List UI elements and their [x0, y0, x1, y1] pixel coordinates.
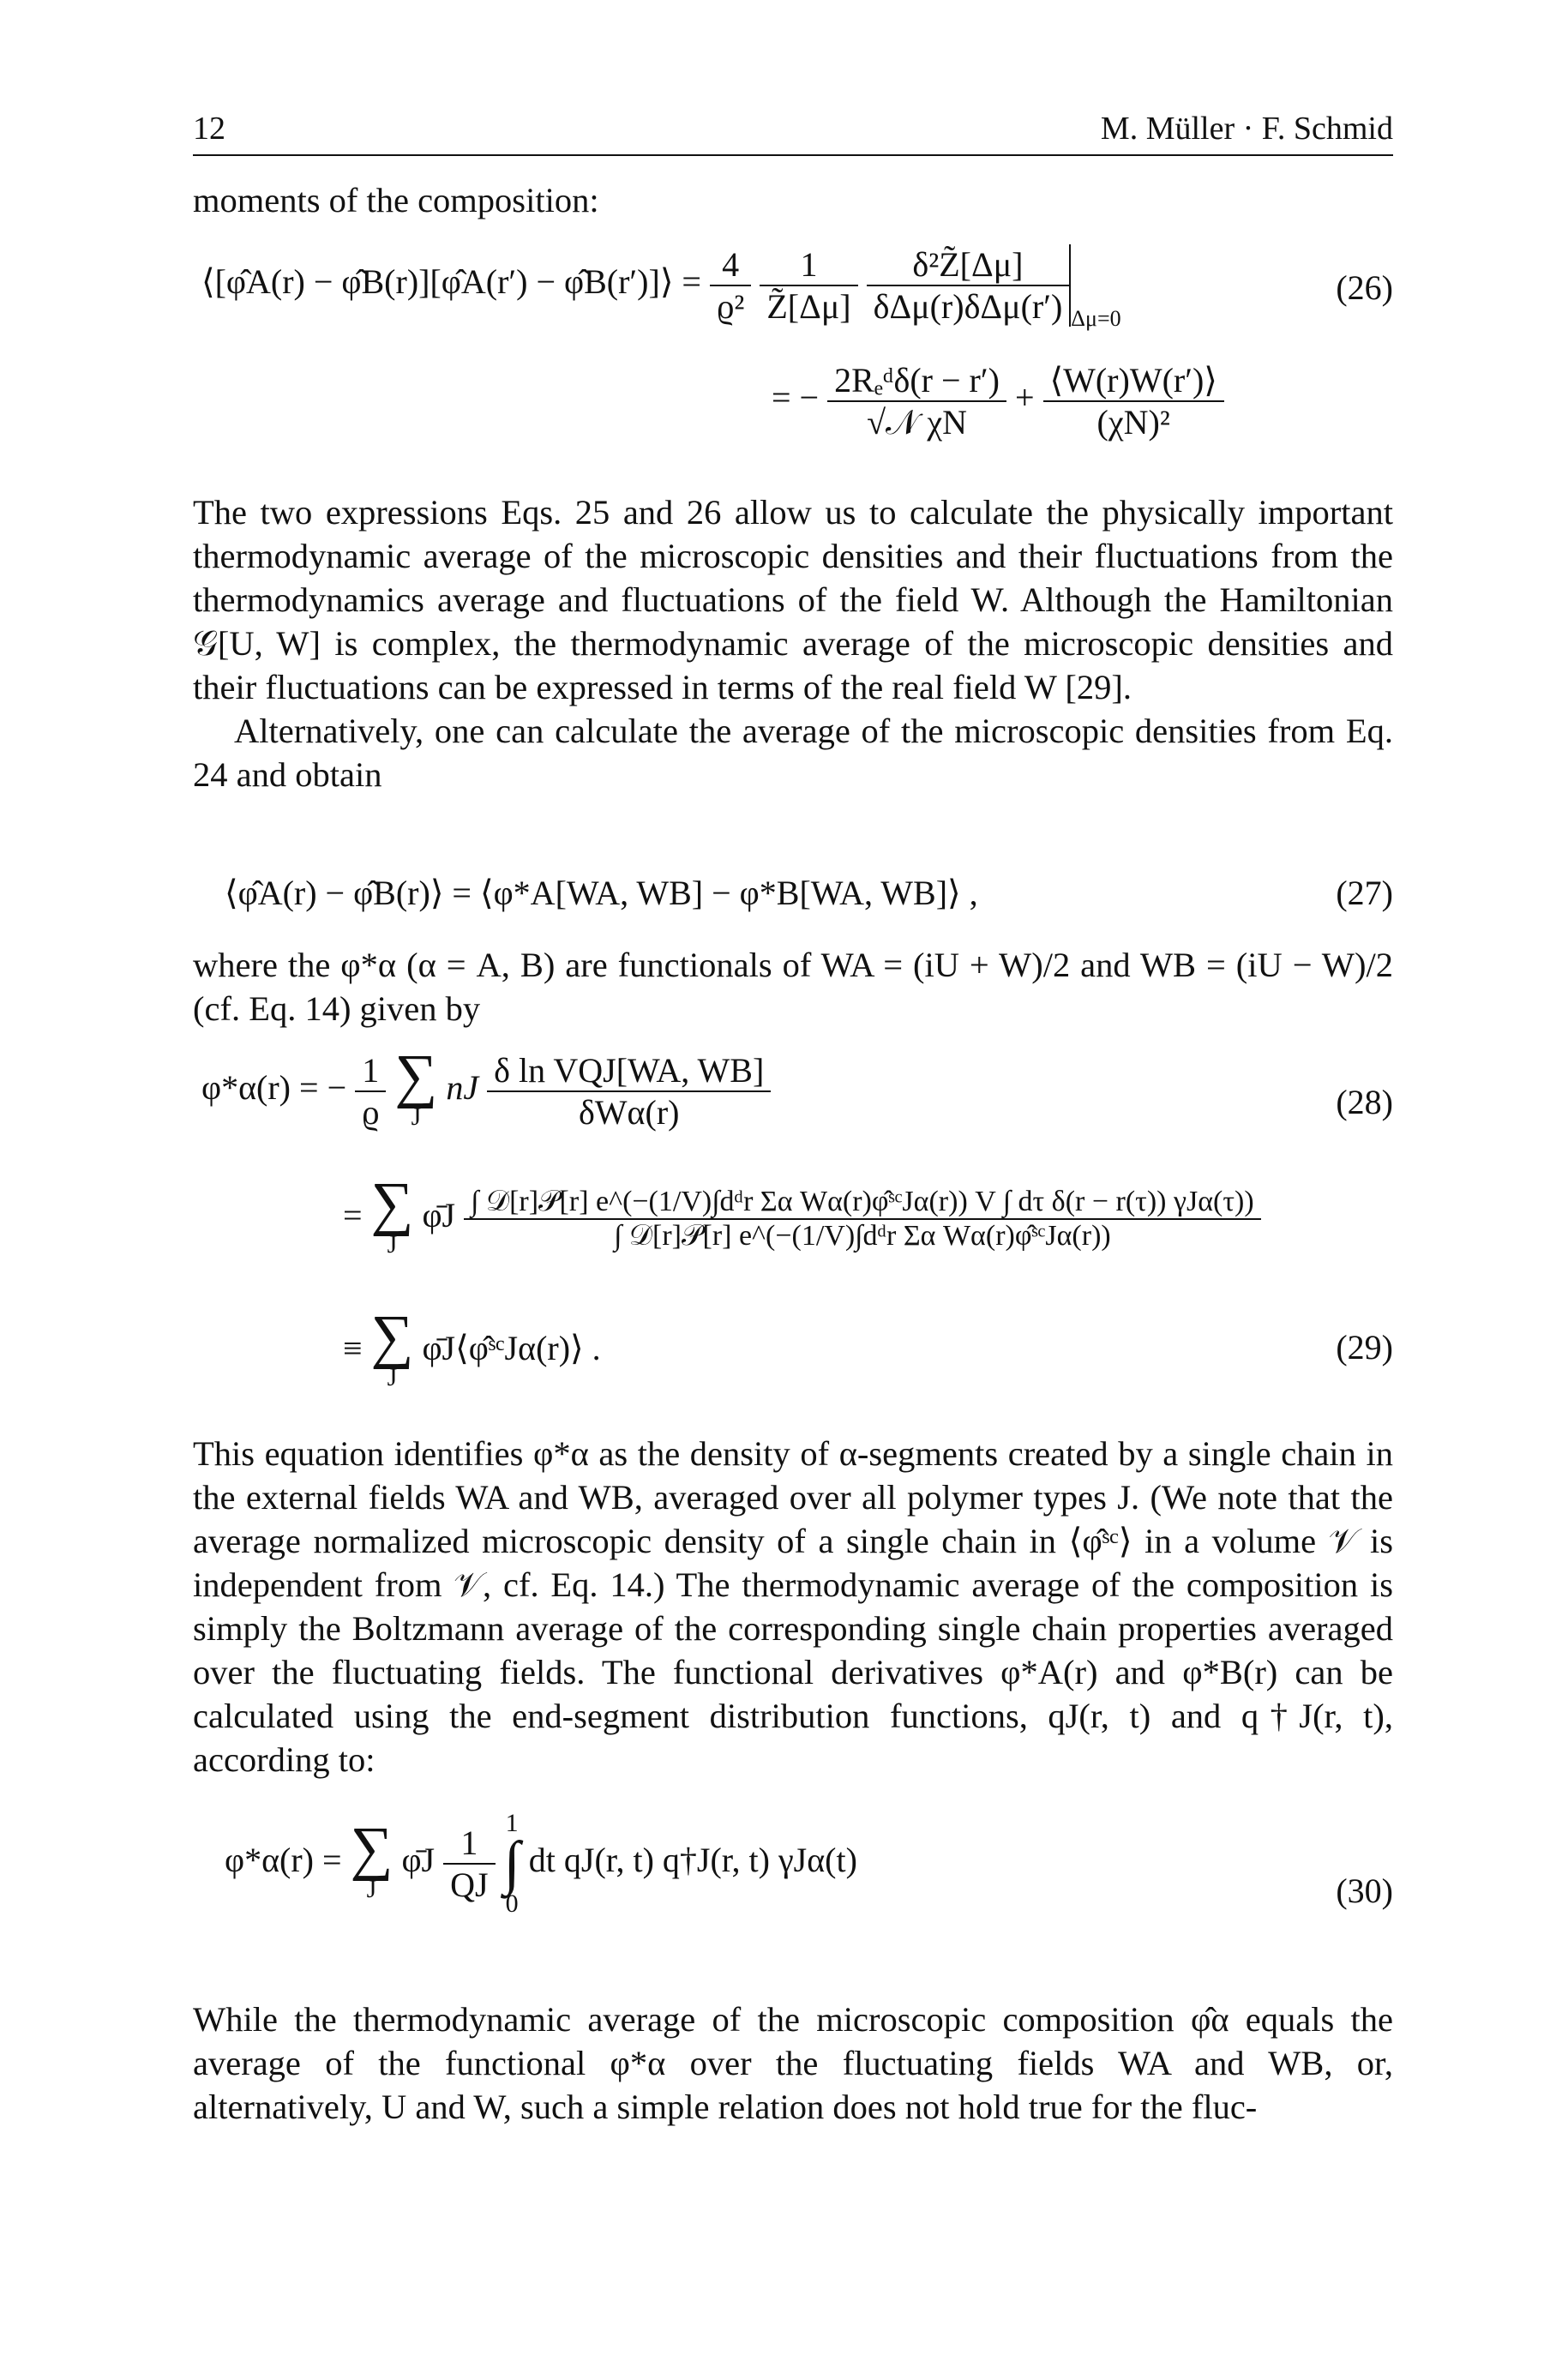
eq28-frac2 — [487, 1050, 771, 1132]
eq26-frac4-den: √𝒩 χN — [867, 403, 967, 442]
eq26-lhs: ⟨[φ̂A(r) − φ̂B(r)][φ̂A(r′) − φ̂B(r′)]⟩ = — [201, 262, 701, 302]
eq30-frac-den: QJ — [450, 1865, 489, 1904]
page-number: 12 — [193, 111, 225, 147]
eq26-frac1-den: ϱ² — [717, 287, 745, 326]
eq30-frac — [443, 1823, 495, 1905]
paragraph-4: This equation identifies φ*α as the density of α-segments created by a single chain in the external fields WA and WB, averaged over all polymer types J. (We note that the average normalized microscopic density of a single chain in ⟨φ̂ˢᶜ⟩ in a volume 𝒱 is independent from 𝒱, cf. Eq. 14.) The thermodynamic average of the composition is simply the Boltzmann average of the corresponding single chain properties averaged over the fluctuating fields. The functional derivatives φ*A(r) and φ*B(r) can be calculated using the end-segment distribution functions, qJ(r, t) and q†J(r, t), according to: — [193, 1434, 1393, 1779]
intro-line: moments of the composition: — [193, 181, 599, 219]
eq30-sum — [350, 1816, 394, 1904]
eq30-phibar: φ̄J — [401, 1841, 436, 1880]
eq26-frac2 — [760, 244, 857, 327]
eq28-lhs: φ*α(r) = − — [201, 1068, 347, 1108]
eq26-frac4-num: 2Rₑᵈδ(r − r′) — [827, 360, 1006, 402]
eq28-sum — [394, 1043, 438, 1132]
equation-26-line2 — [772, 360, 1224, 442]
eq26-frac4 — [827, 360, 1006, 442]
eq28-nj: nJ — [446, 1068, 479, 1108]
eq26-frac3-den: δΔμ(r)δΔμ(r′) — [873, 287, 1063, 326]
body-paragraph-4 — [193, 1432, 1393, 1781]
eq30-int-lower: 0 — [505, 1889, 519, 1918]
eq29a-sum-index: J — [387, 1230, 398, 1259]
eq29a-sum-sign: ∑ — [370, 1171, 414, 1237]
eq29b-sum-index: J — [387, 1363, 398, 1391]
eq26-frac5-den: (χN)² — [1096, 403, 1170, 442]
eq30-sum-sign: ∑ — [350, 1816, 394, 1882]
running-head: M. Müller · F. Schmid — [1100, 111, 1393, 147]
equation-27: ⟨φ̂A(r) − φ̂B(r)⟩ = ⟨φ*A[WA, WB] − φ*B[WA, WB]⟩ , — [225, 874, 978, 912]
eq29b-text: φ̄J⟨φ̂ˢᶜJα(r)⟩ . — [422, 1329, 601, 1368]
equation-29-line1 — [343, 1171, 1261, 1259]
body-paragraph-3 — [193, 943, 1393, 1030]
eq30-number: (30) — [1336, 1871, 1393, 1910]
eq29b-prefix: ≡ — [343, 1329, 363, 1368]
eq26-frac1 — [710, 244, 751, 327]
header-rule — [193, 154, 1393, 156]
eq26-frac3-num: δ²Z̃[Δμ] — [867, 244, 1070, 286]
eq29a-den: ∫ 𝒟[r]𝒫[r] e^(−(1/V)∫dᵈr Σα Wα(r)φ̂ˢᶜJα(r)) — [614, 1220, 1111, 1252]
eq26-frac2-num: 1 — [760, 244, 857, 286]
paragraph-2: Alternatively, one can calculate the average of the microscopic densities from Eq. 24 and obtain — [193, 712, 1393, 794]
eq30-integral — [504, 1809, 520, 1919]
eq30-integrand: dt qJ(r, t) q†J(r, t) γJα(t) — [528, 1841, 857, 1880]
eq29a-num: ∫ 𝒟[r]𝒫[r] e^(−(1/V)∫dᵈr Σα Wα(r)φ̂ˢᶜJα(r)) V ∫ dτ δ(r − r(τ)) γJα(τ)) — [464, 1186, 1261, 1220]
eq29a-prefix: = — [343, 1196, 363, 1235]
eq26-eval: Δμ=0 — [1071, 306, 1121, 332]
eq30-sum-index: J — [366, 1875, 377, 1903]
eq26-frac2-den: Z̃[Δμ] — [766, 287, 851, 326]
eq30-frac-num: 1 — [443, 1823, 495, 1865]
equation-30 — [225, 1809, 857, 1919]
eq30-int-sign: ∫ — [503, 1830, 520, 1896]
eq28-number: (28) — [1336, 1083, 1393, 1121]
paragraph-1: The two expressions Eqs. 25 and 26 allow us to calculate the physically important thermodynamic average of the microscopic densities and their fluctuations from the thermodynamics average and fluctuations of the field W. Although the Hamiltonian 𝒢[U, W] is complex, the thermodynamic average of the microscopic densities and their fluctuations can be expressed in terms of the real field W [29]. — [193, 493, 1393, 706]
eq27-number: (27) — [1336, 874, 1393, 912]
eq28-frac2-den: δWα(r) — [578, 1093, 680, 1132]
eq28-frac1-num: 1 — [355, 1050, 386, 1092]
eq28-frac2-num: δ ln VQJ[WA, WB] — [487, 1050, 771, 1092]
intro-text — [193, 178, 1393, 222]
eq29b-sum-sign: ∑ — [370, 1304, 414, 1370]
body-paragraph-1 — [193, 490, 1393, 796]
eq29a-sum — [370, 1171, 414, 1259]
paragraph-3: where the φ*α (α = A, B) are functionals of WA = (iU + W)/2 and WB = (iU − W)/2 (cf. Eq. 14) given by — [193, 946, 1393, 1028]
eq29a-phibar: φ̄J — [422, 1196, 456, 1235]
paragraph-5: While the thermodynamic average of the microscopic composition φ̂α equals the average of the functional φ*α over the fluctuating fields WA and WB, or, alternatively, U and W, such a simple relation does not hold true for the fluc- — [193, 2000, 1393, 2126]
eq28-frac1 — [355, 1050, 386, 1132]
eq26-frac5-num: ⟨W(r)W(r′)⟩ — [1043, 360, 1224, 402]
equation-26-line1 — [201, 244, 1121, 332]
equation-29-line2 — [343, 1304, 601, 1392]
eq26-plus: + — [1014, 378, 1035, 418]
eq26-frac1-num: 4 — [710, 244, 751, 286]
eq30-lhs: φ*α(r) = — [225, 1841, 342, 1880]
eq26-line2-prefix: = − — [772, 378, 820, 418]
eq26-frac3 — [867, 244, 1072, 327]
eq29-number: (29) — [1336, 1328, 1393, 1367]
equation-28 — [201, 1043, 771, 1132]
eq29a-frac — [464, 1186, 1261, 1253]
eq28-sum-index: J — [411, 1102, 422, 1131]
body-paragraph-5 — [193, 1998, 1393, 2129]
eq26-number: (26) — [1336, 268, 1393, 307]
eq28-frac1-den: ϱ — [362, 1093, 380, 1132]
eq26-frac5 — [1043, 360, 1224, 442]
eq28-sum-sign: ∑ — [394, 1043, 438, 1109]
eq30-int-upper: 1 — [505, 1809, 519, 1837]
eq29b-sum — [370, 1304, 414, 1392]
